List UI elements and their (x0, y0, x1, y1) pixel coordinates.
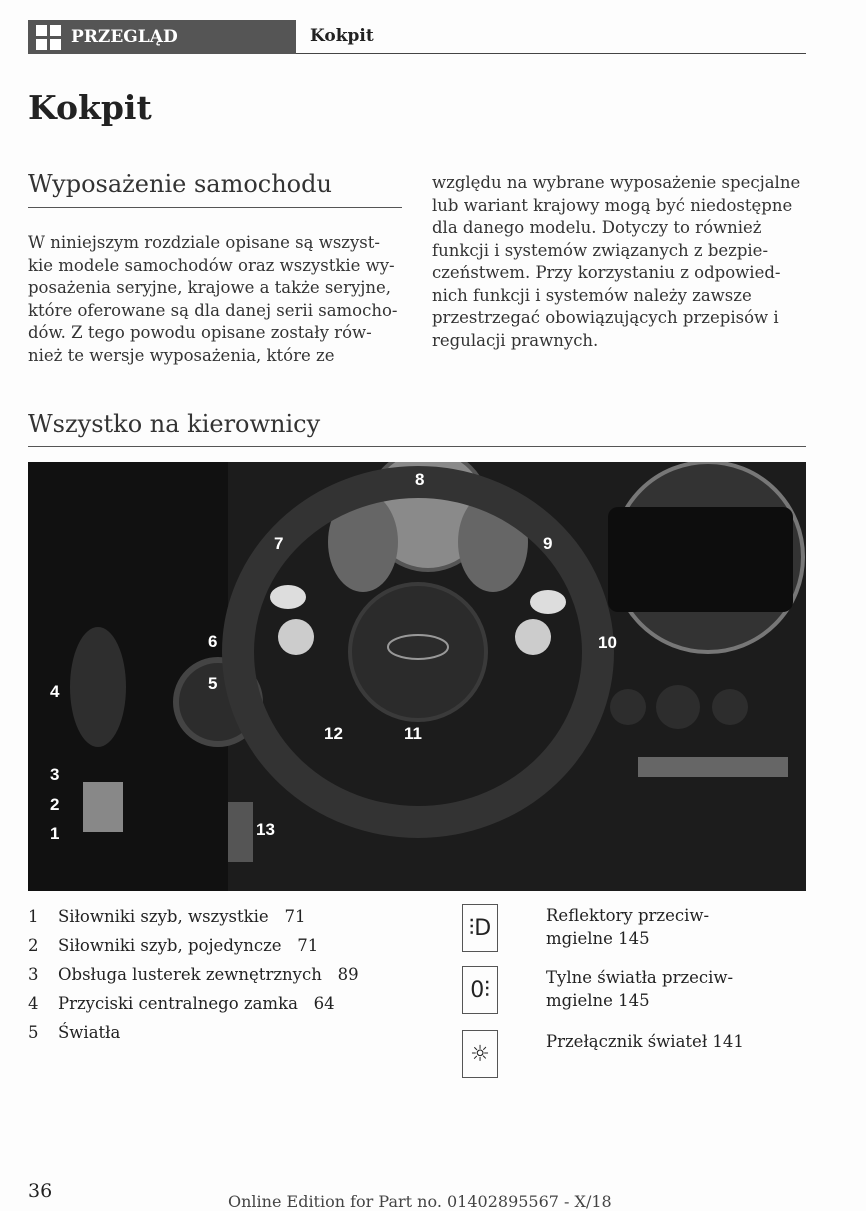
text-line: kie modele samochodów oraz wszystkie wy- (28, 255, 395, 275)
page-title: Kokpit (28, 88, 152, 127)
footer-text: Online Edition for Part no. 01402895567 - X/18 (228, 1192, 612, 1211)
text-line: nich funkcji i systemów należy zawsze (432, 285, 752, 305)
symbol-text: Przełącznik świateł 141 (546, 1032, 744, 1051)
symbol-text: mgielne 145 (546, 929, 650, 948)
steering-wheel-photo (28, 462, 806, 891)
cockpit-illustration (28, 462, 806, 891)
legend-item (28, 931, 359, 960)
legend-list (28, 902, 359, 1047)
page-number: 36 (28, 1180, 53, 1202)
symbol-text: Reflektory przeciw- (546, 906, 710, 925)
rear-fog-light-icon: 0⫶ (462, 966, 498, 1014)
callout-8: 8 (415, 470, 425, 489)
legend-number: 2 (28, 936, 39, 955)
symbol-row (462, 1030, 744, 1078)
paragraph-right (432, 172, 800, 352)
chapter-label: Kokpit (310, 26, 374, 46)
section-heading: Wszystko na kierownicy (28, 410, 321, 438)
legend-number: 5 (28, 1023, 39, 1042)
legend-item (28, 960, 359, 989)
light-switch-icon: ☼ (462, 1030, 498, 1078)
callout-6: 6 (208, 632, 218, 651)
text-line: lub wariant krajowy mogą być niedostępne (432, 195, 793, 215)
callout-9: 9 (543, 534, 553, 553)
legend-page[interactable]: 89 (337, 965, 359, 984)
legend-text: Światła (58, 1023, 121, 1042)
divider (28, 207, 402, 208)
legend-item (28, 1018, 359, 1047)
callout-2: 2 (50, 795, 60, 814)
text-line: względu na wybrane wyposażenie specjalne (432, 173, 801, 192)
divider (28, 446, 806, 447)
text-line: dla danego modelu. Dotyczy to również (432, 218, 762, 237)
callout-3: 3 (50, 765, 60, 784)
text-line: funkcji i systemów związanych z bezpie- (432, 240, 769, 260)
legend-number: 3 (28, 965, 39, 984)
callout-4: 4 (50, 682, 60, 701)
symbol-row (462, 966, 734, 1014)
legend-page[interactable]: 71 (297, 936, 319, 955)
callout-11: 11 (404, 724, 422, 743)
callout-13: 13 (256, 820, 275, 839)
legend-text: Siłowniki szyb, wszystkie (58, 907, 269, 926)
legend-text: Przyciski centralnego zamka (58, 994, 298, 1013)
grid-icon (36, 25, 61, 50)
legend-number: 1 (28, 907, 39, 926)
legend-number: 4 (28, 994, 39, 1013)
callout-7: 7 (274, 534, 284, 553)
legend-text: Siłowniki szyb, pojedyncze (58, 936, 282, 955)
legend-page[interactable]: 64 (313, 994, 335, 1013)
front-fog-light-icon: ⫶D (462, 904, 498, 952)
legend-text: Obsługa lusterek zewnętrznych (58, 965, 322, 984)
section-heading: Wyposażenie samochodu (28, 170, 332, 198)
legend-page[interactable]: 71 (284, 907, 306, 926)
callout-10: 10 (598, 633, 617, 652)
callout-12: 12 (324, 724, 343, 743)
section-tab (28, 20, 296, 54)
text-line: W niniejszym rozdziale opisane są wszyst- (28, 233, 380, 252)
symbol-text: Tylne światła przeciw- (546, 968, 734, 987)
text-line: przestrzegać obowiązujących przepisów i (432, 308, 779, 327)
callout-5: 5 (208, 674, 218, 693)
symbol-text: mgielne 145 (546, 991, 650, 1010)
callout-1: 1 (50, 824, 60, 843)
section-label: PRZEGLĄD (71, 27, 178, 47)
text-line: nież te wersje wyposażenia, które ze (28, 345, 335, 365)
text-line: regulacji prawnych. (432, 330, 599, 350)
symbol-row (462, 904, 710, 952)
text-line: czeństwem. Przy korzystaniu z odpowied- (432, 263, 781, 282)
text-line: dów. Z tego powodu opisane zostały rów- (28, 323, 372, 342)
text-line: które oferowane są dla danej serii samocho- (28, 300, 398, 320)
text-line: posażenia seryjne, krajowe a także seryjne, (28, 278, 392, 297)
legend-item (28, 902, 359, 931)
legend-item (28, 989, 359, 1018)
paragraph-left (28, 232, 398, 367)
page-header (28, 20, 806, 54)
